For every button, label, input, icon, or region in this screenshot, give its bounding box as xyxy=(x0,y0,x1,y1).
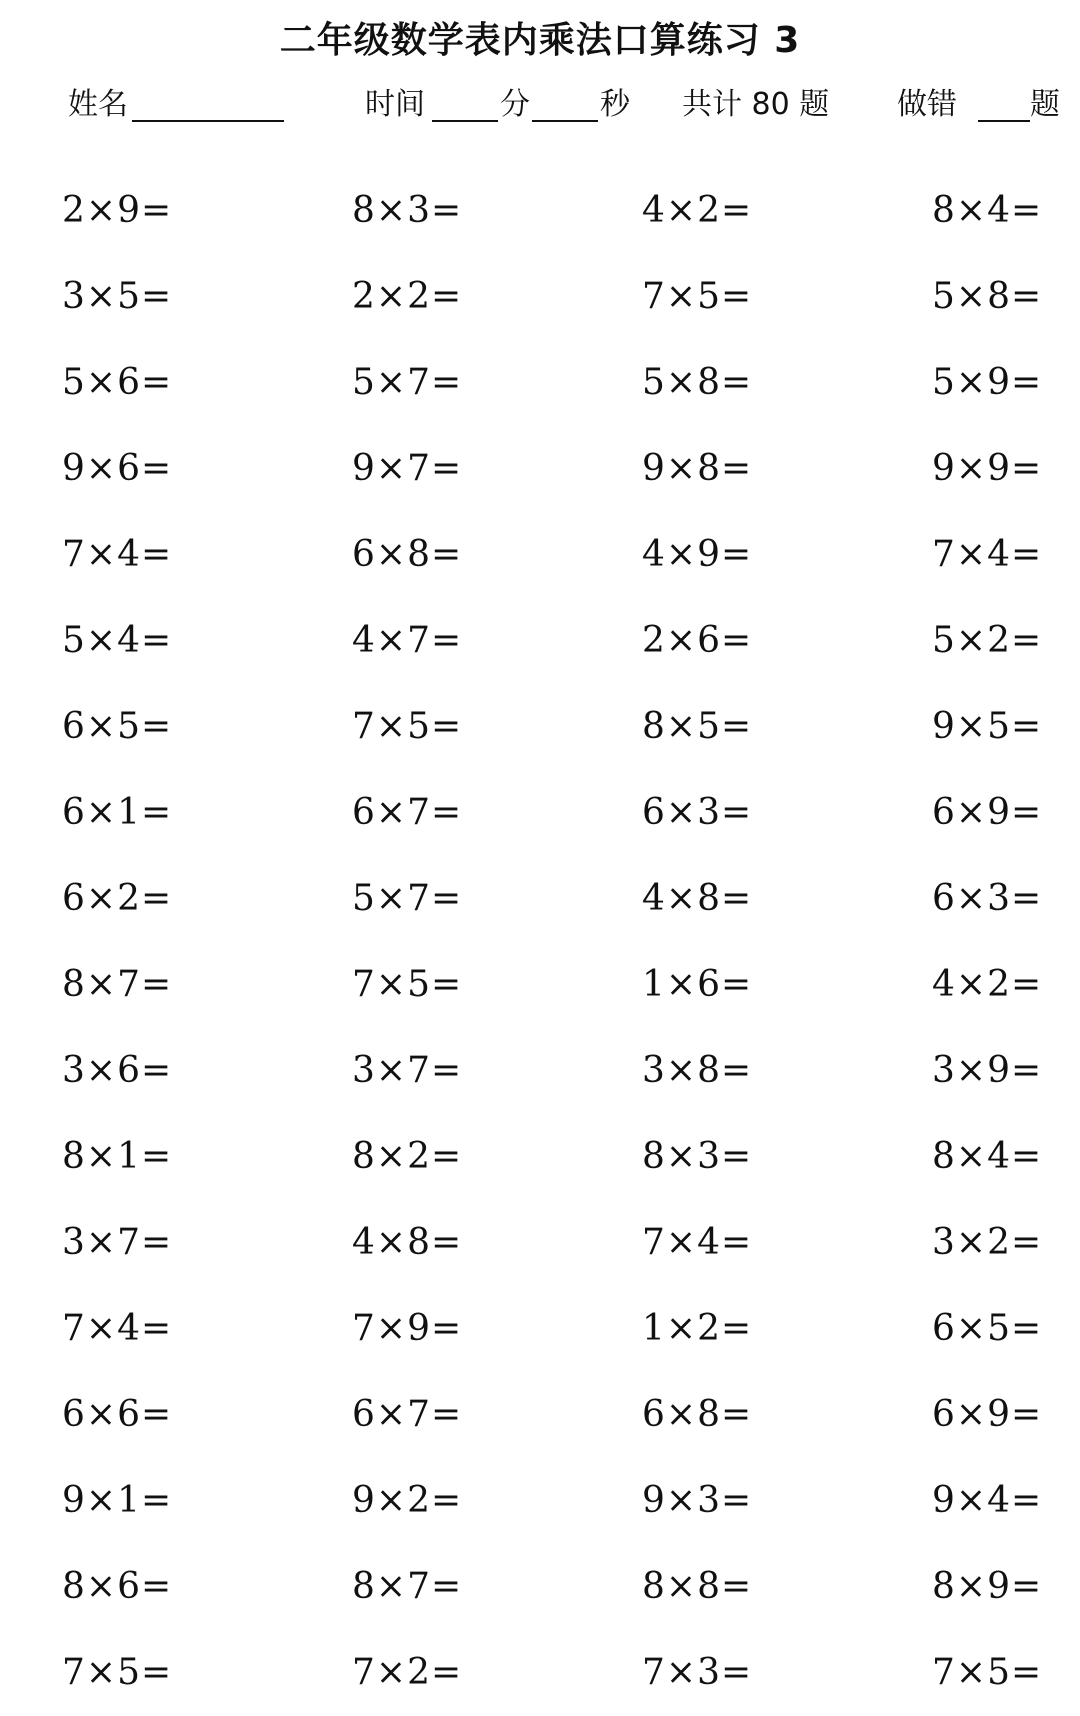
problem-item: 7×4= xyxy=(642,1222,753,1263)
problem-item: 2×6= xyxy=(642,620,753,661)
problem-item: 5×8= xyxy=(932,276,1043,317)
problem-item: 5×8= xyxy=(642,362,753,403)
problem-grid xyxy=(0,168,1080,1716)
problem-item: 8×3= xyxy=(642,1136,753,1177)
problem-item: 3×2= xyxy=(932,1222,1043,1263)
problem-item: 4×8= xyxy=(642,878,753,919)
problem-item: 6×2= xyxy=(62,878,173,919)
problem-item: 8×7= xyxy=(352,1566,463,1607)
minute-label: 分 xyxy=(500,87,530,122)
wrong-count-blank[interactable] xyxy=(978,120,1030,122)
problem-item: 1×6= xyxy=(642,964,753,1005)
problem-item: 8×5= xyxy=(642,706,753,747)
problem-row xyxy=(0,684,1080,770)
problem-row xyxy=(0,1544,1080,1630)
problem-item: 8×4= xyxy=(932,1136,1043,1177)
problem-item: 3×7= xyxy=(352,1050,463,1091)
problem-row xyxy=(0,1200,1080,1286)
problem-item: 3×7= xyxy=(62,1222,173,1263)
problem-item: 6×5= xyxy=(932,1308,1043,1349)
problem-row xyxy=(0,1630,1080,1716)
problem-item: 9×6= xyxy=(62,448,173,489)
problem-item: 4×8= xyxy=(352,1222,463,1263)
problem-row xyxy=(0,1372,1080,1458)
problem-item: 2×2= xyxy=(352,276,463,317)
problem-row xyxy=(0,254,1080,340)
problem-item: 5×4= xyxy=(62,620,173,661)
problem-row xyxy=(0,856,1080,942)
problem-item: 8×2= xyxy=(352,1136,463,1177)
problem-item: 7×2= xyxy=(352,1652,463,1693)
problem-item: 5×7= xyxy=(352,362,463,403)
problem-row xyxy=(0,340,1080,426)
problem-row xyxy=(0,942,1080,1028)
problem-item: 4×2= xyxy=(642,190,753,231)
problem-row xyxy=(0,1286,1080,1372)
second-label: 秒 xyxy=(600,87,630,122)
worksheet-title: 二年级数学表内乘法口算练习 3 xyxy=(279,20,801,61)
problem-item: 6×6= xyxy=(62,1394,173,1435)
problem-row xyxy=(0,426,1080,512)
problem-row xyxy=(0,1458,1080,1544)
problem-item: 6×3= xyxy=(642,792,753,833)
problem-item: 3×9= xyxy=(932,1050,1043,1091)
problem-row xyxy=(0,168,1080,254)
problem-item: 6×9= xyxy=(932,1394,1043,1435)
problem-item: 6×8= xyxy=(642,1394,753,1435)
problem-item: 9×3= xyxy=(642,1480,753,1521)
problem-item: 4×2= xyxy=(932,964,1043,1005)
problem-item: 9×2= xyxy=(352,1480,463,1521)
name-blank[interactable] xyxy=(132,120,284,122)
problem-item: 9×1= xyxy=(62,1480,173,1521)
problem-row xyxy=(0,1114,1080,1200)
worksheet-header xyxy=(0,80,1080,130)
problem-item: 8×7= xyxy=(62,964,173,1005)
problem-row xyxy=(0,1028,1080,1114)
second-blank[interactable] xyxy=(532,120,598,122)
problem-item: 8×4= xyxy=(932,190,1043,231)
problem-item: 9×9= xyxy=(932,448,1043,489)
problem-item: 5×7= xyxy=(352,878,463,919)
problem-item: 7×5= xyxy=(352,964,463,1005)
problem-item: 4×9= xyxy=(642,534,753,575)
problem-item: 8×6= xyxy=(62,1566,173,1607)
name-label: 姓名 xyxy=(68,87,128,122)
problem-item: 3×8= xyxy=(642,1050,753,1091)
problem-item: 7×5= xyxy=(62,1652,173,1693)
problem-item: 7×4= xyxy=(62,534,173,575)
question-label: 题 xyxy=(1030,87,1060,122)
problem-item: 7×3= xyxy=(642,1652,753,1693)
problem-item: 6×5= xyxy=(62,706,173,747)
problem-item: 9×5= xyxy=(932,706,1043,747)
problem-item: 8×3= xyxy=(352,190,463,231)
problem-item: 7×5= xyxy=(642,276,753,317)
problem-item: 1×2= xyxy=(642,1308,753,1349)
time-label: 时间 xyxy=(365,87,425,122)
problem-item: 6×8= xyxy=(352,534,463,575)
problem-item: 9×4= xyxy=(932,1480,1043,1521)
problem-item: 8×8= xyxy=(642,1566,753,1607)
minute-blank[interactable] xyxy=(432,120,498,122)
problem-item: 6×9= xyxy=(932,792,1043,833)
problem-item: 6×3= xyxy=(932,878,1043,919)
problem-row xyxy=(0,598,1080,684)
problem-item: 5×2= xyxy=(932,620,1043,661)
problem-item: 6×1= xyxy=(62,792,173,833)
total-label: 共计 80 题 xyxy=(682,87,830,122)
problem-item: 5×6= xyxy=(62,362,173,403)
problem-item: 5×9= xyxy=(932,362,1043,403)
problem-item: 4×7= xyxy=(352,620,463,661)
problem-item: 2×9= xyxy=(62,190,173,231)
problem-item: 9×7= xyxy=(352,448,463,489)
problem-item: 7×5= xyxy=(352,706,463,747)
problem-row xyxy=(0,512,1080,598)
problem-item: 6×7= xyxy=(352,1394,463,1435)
problem-item: 7×9= xyxy=(352,1308,463,1349)
problem-item: 7×5= xyxy=(932,1652,1043,1693)
problem-item: 6×7= xyxy=(352,792,463,833)
problem-item: 3×6= xyxy=(62,1050,173,1091)
wrong-label: 做错 xyxy=(897,87,957,122)
problem-item: 7×4= xyxy=(932,534,1043,575)
problem-item: 3×5= xyxy=(62,276,173,317)
problem-item: 7×4= xyxy=(62,1308,173,1349)
problem-item: 8×1= xyxy=(62,1136,173,1177)
problem-row xyxy=(0,770,1080,856)
problem-item: 8×9= xyxy=(932,1566,1043,1607)
problem-item: 9×8= xyxy=(642,448,753,489)
